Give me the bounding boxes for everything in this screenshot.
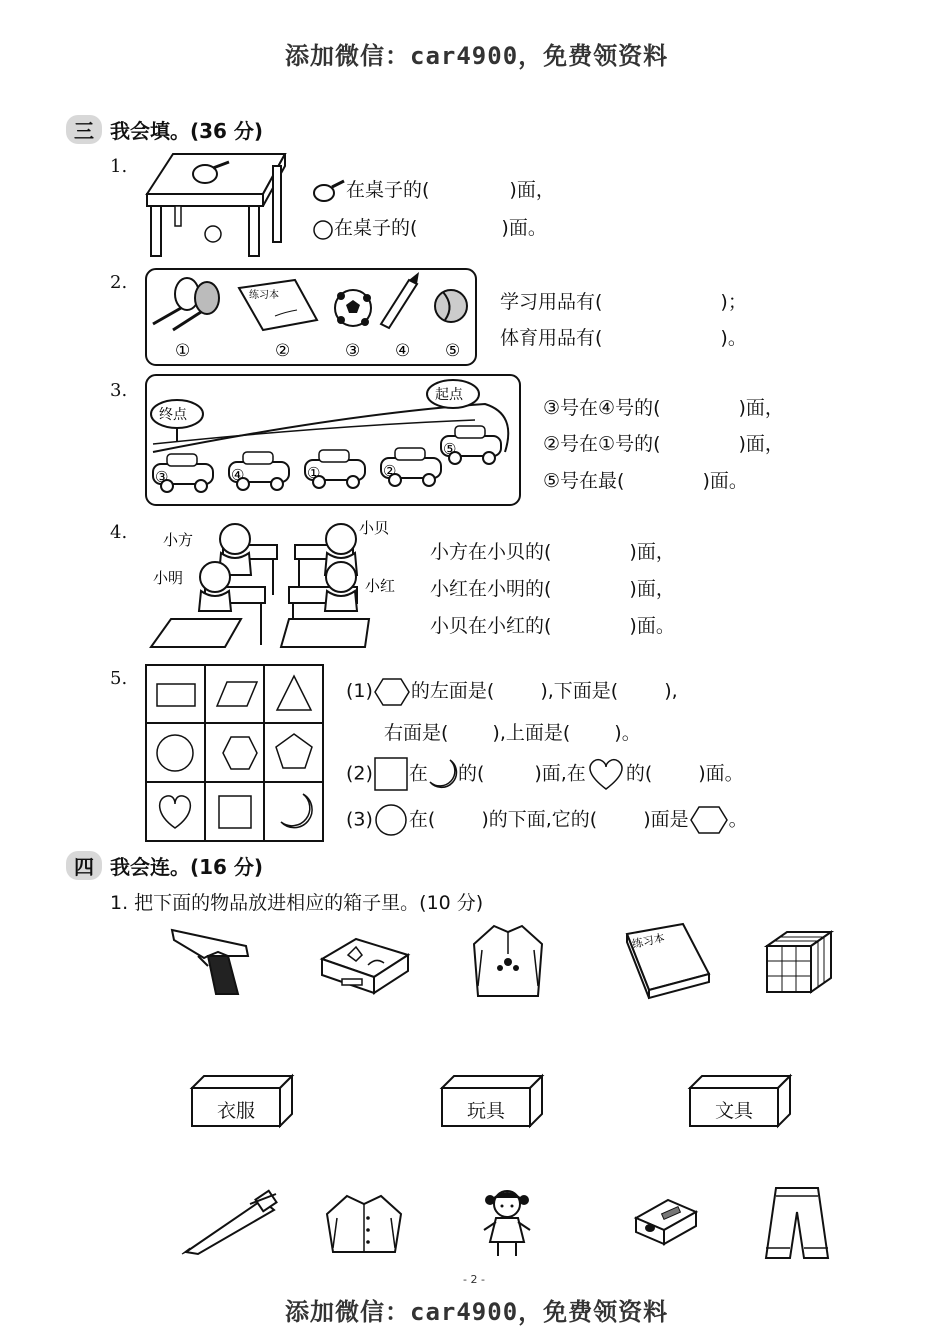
section-4-q1: 1. 把下面的物品放进相应的箱子里。(10 分) [110, 892, 484, 914]
svg-text:⑤: ⑤ [445, 341, 461, 361]
q4-line-3: 小贝在小红的( )面。 [430, 615, 675, 637]
q3-number: 3. [110, 380, 128, 401]
q1-line-1: 在桌子的( )面， [312, 175, 555, 203]
watermark-top: 添加微信：car4900，免费领资料 [285, 42, 669, 70]
q1-line-2: 在桌子的( )面。 [312, 213, 547, 240]
svg-text:练习本: 练习本 [249, 290, 279, 301]
svg-text:④: ④ [231, 466, 245, 484]
svg-text:练习本: 练习本 [630, 931, 666, 951]
q4-line-2: 小红在小明的( )面， [430, 578, 675, 600]
q3-line-2: ②号在①号的( )面， [543, 433, 784, 455]
table-illustration [143, 150, 293, 260]
doll-icon [476, 1186, 538, 1260]
jacket-icon [323, 1192, 405, 1256]
kid-xiaobei [326, 524, 356, 554]
hexagon-icon [373, 677, 411, 707]
svg-text:②: ② [383, 462, 397, 480]
svg-text:小明: 小明 [153, 569, 184, 587]
rubiks-cube-icon [763, 928, 835, 996]
q2-line-2: 体育用品有( )。 [500, 327, 747, 349]
q2-items-panel [145, 268, 477, 366]
pencil-sharpener-icon [632, 1196, 700, 1248]
race-illustration [145, 374, 521, 506]
box-clothes[interactable] [190, 1074, 294, 1128]
sweater-icon [468, 922, 548, 1002]
heart-icon [586, 757, 626, 791]
classroom-illustration [145, 515, 415, 655]
q2-line-1: 学习用品有( )； [500, 291, 747, 313]
q5-part-1-line-1: (1) 的左面是( ),下面是( ), [346, 676, 678, 707]
box-clothes-label: 衣服 [216, 1100, 255, 1122]
hexagon-icon [689, 805, 729, 835]
box-stationery-label: 文具 [714, 1100, 753, 1122]
kid-xiaohong [326, 562, 356, 592]
beach-ball-icon [435, 290, 467, 322]
toy-gun-icon [168, 922, 258, 998]
paddle-icon [312, 179, 346, 203]
watermark-bottom: 添加微信：car4900，免费领资料 [285, 1298, 669, 1326]
q3-line-3: ⑤号在最( )面。 [543, 470, 748, 492]
square-icon [373, 756, 409, 792]
svg-text:小方: 小方 [163, 531, 194, 549]
box-toys-label: 玩具 [466, 1100, 505, 1122]
section-3-title: 我会填。(36 分) [110, 119, 264, 143]
section-4-number: 四 [66, 851, 102, 880]
circle-icon [373, 803, 409, 837]
section-4-title: 我会连。(16 分) [110, 855, 264, 879]
shape-grid [145, 664, 325, 842]
svg-text:④: ④ [395, 341, 411, 361]
box-toys[interactable] [440, 1074, 544, 1128]
q5-part-3: (3) 在( )的下面,它的( )面是 。 [346, 803, 748, 837]
q3-line-1: ③号在④号的( )面， [543, 397, 784, 419]
svg-text:小贝: 小贝 [359, 519, 390, 537]
svg-text:起点: 起点 [435, 387, 463, 403]
ball-icon [312, 218, 334, 240]
q5-part-1-line-2: 右面是( ),上面是( )。 [384, 722, 641, 744]
svg-text:①: ① [175, 341, 191, 361]
svg-text:①: ① [307, 464, 321, 482]
q4-line-1: 小方在小贝的( )面， [430, 541, 675, 563]
section-3-header [66, 115, 263, 144]
svg-text:⑤: ⑤ [443, 440, 457, 458]
q5-part-2: (2) 在 的( )面,在 的( )面。 [346, 756, 744, 792]
svg-text:②: ② [275, 341, 291, 361]
soccer-ball-icon [335, 290, 371, 326]
section-3-number: 三 [66, 115, 102, 144]
svg-text:小红: 小红 [365, 577, 396, 595]
pen-icon [180, 1190, 284, 1256]
box-stationery[interactable] [688, 1074, 792, 1128]
moon-icon [428, 758, 458, 790]
svg-text:③: ③ [345, 341, 361, 361]
svg-text:终点: 终点 [159, 407, 187, 423]
q2-number: 2. [110, 272, 128, 293]
section-4-header [66, 851, 263, 880]
q1-number: 1. [110, 156, 128, 177]
q5-number: 5. [110, 668, 128, 689]
trousers-icon [762, 1184, 832, 1262]
pencil-case-icon [318, 935, 413, 997]
svg-text:③: ③ [155, 468, 169, 486]
workbook-icon [623, 922, 713, 1002]
kid-xiaofang [220, 524, 250, 554]
page-number: - 2 - [463, 1273, 485, 1286]
q4-number: 4. [110, 522, 128, 543]
kid-xiaoming [200, 562, 230, 592]
